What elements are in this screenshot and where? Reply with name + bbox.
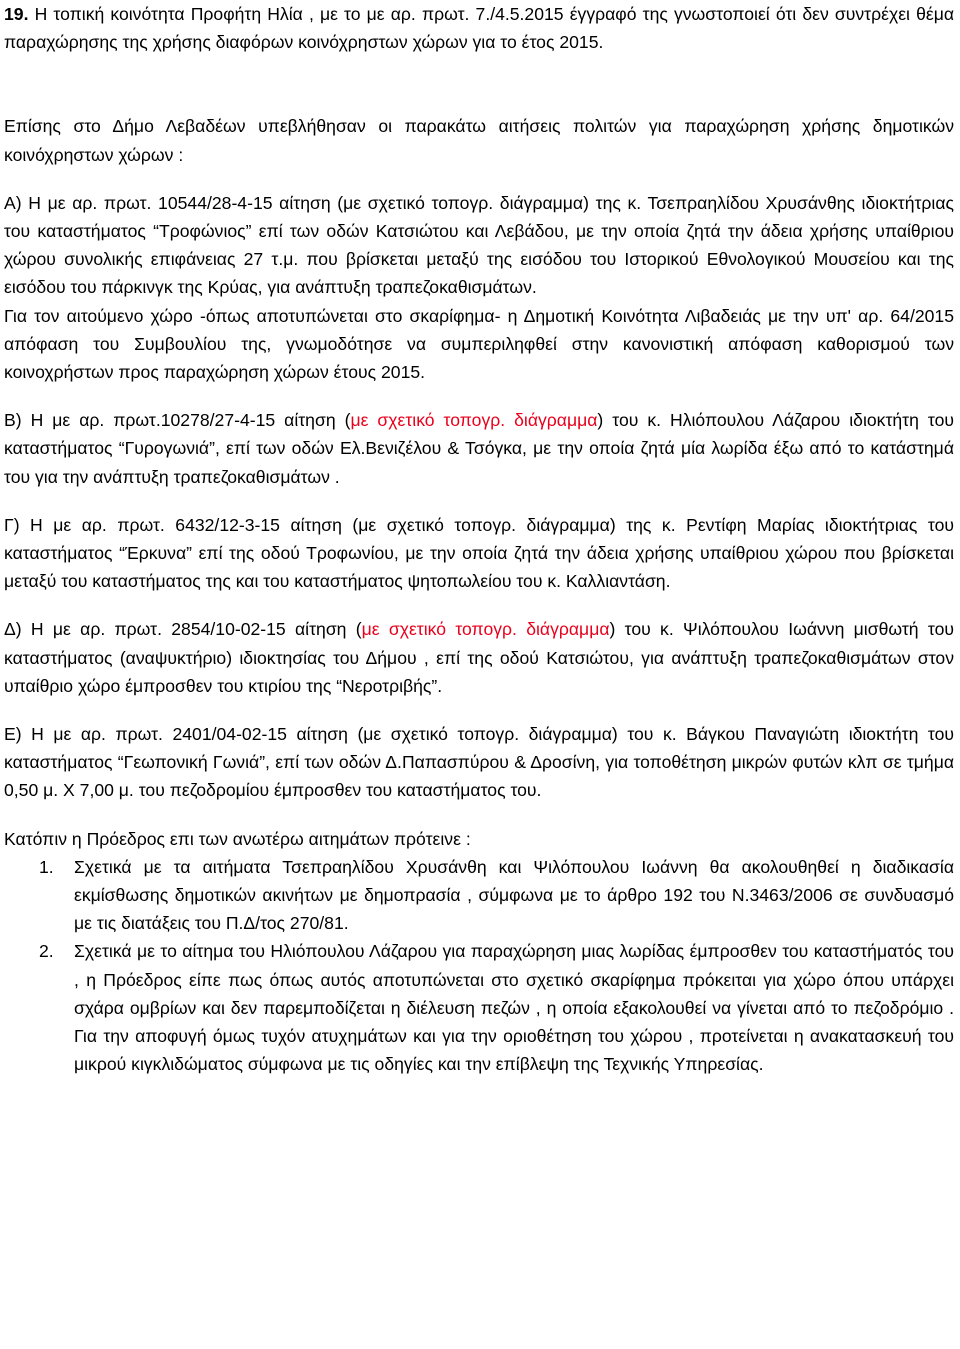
request-b: Β) Η με αρ. πρωτ.10278/27-4-15 αίτηση (με σχετικό τοπογρ. διάγραμμα) του κ. Ηλιόπουλου Λάζαρου ιδιοκτήτη του καταστήματος “Γυρογωνιά”, επί των οδών Ελ.Βενιζέλου & Τσόγκα, με την οποία ζητά μία λωρίδα έξω από το κατάστημά του για την ανάπτυξη τραπεζοκαθισμάτων .: [4, 410, 954, 487]
request-d: Δ) Η με αρ. πρωτ. 2854/10-02-15 αίτηση (με σχετικό τοπογρ. διάγραμμα) του κ. Ψιλόπουλου Ιωάννη μισθωτή του καταστήματος (αναψυκτήριο) ιδιοκτησίας του Δήμου , επί της οδού Κατσιώτου, για ανάπτυξη τραπεζοκαθισμάτων στον υπαίθριο χώρο έμπροσθεν του κτιρίου της “Νεροτριβής”.: [4, 619, 954, 696]
list-item: 2. Σχετικά με το αίτημα του Ηλιόπουλου Λάζαρου για παραχώρηση μιας λωρίδας έμπροσθεν του καταστήματός του , η Πρόεδρος είπε πως όπως αυτός αποτυπώνεται στο σχετικό σκαρίφημα πρόκειται για χώρο όπου υπάρχει σχάρα ομβρίων και δεν παρεμποδίζεται η διέλευση πεζών , η οποία εξακολουθεί να γίνεται από το πεζοδρόμιο . Για την αποφυγή όμως τυχόν ατυχημάτων και για την οριοθέτηση του χώρου , προτείνεται η ανακατασκευή του μικρού κιγκλιδώματος σύμφωνα με τις οδηγίες και την επίβλεψη της Τεχνικής Υπηρεσίας.: [39, 941, 954, 1075]
intro-paragraph: [4, 0, 954, 56]
also-paragraph: Επίσης στο Δήμο Λεβαδέων υπεβλήθησαν οι παρακάτω αιτήσεις πολιτών για παραχώρηση χρήσης δημοτικών κοινόχρηστων χώρων :: [4, 116, 954, 165]
request-e: Ε) Η με αρ. πρωτ. 2401/04-02-15 αίτηση (με σχετικό τοπογρ. διάγραμμα) του κ. Βάγκου Παναγιώτη ιδιοκτήτη του καταστήματος “Γεωπονική Γωνιά”, επί των οδών Δ.Παπασπύρου & Δροσίνη, για τοποθέτηση μικρών φυτών κλπ σε τμήμα 0,50 μ. Χ 7,00 μ. του πεζοδρομίου έμπροσθεν του καταστήματος του.: [4, 724, 954, 801]
item-number: 19.: [4, 4, 29, 24]
proposal-list: [4, 853, 954, 1079]
red-highlight: με σχετικό τοπογρ. διάγραμμα: [361, 619, 610, 640]
request-a: Α) Η με αρ. πρωτ. 10544/28-4-15 αίτηση (με σχετικό τοπογρ. διάγραμμα) της κ. Τσεπραηλίδου Χρυσάνθης ιδιοκτήτριας του καταστήματος “Τροφώνιος” επί των οδών Κατσιώτου και Λεβάδου, με την οποία ζητά την άδεια χρήσης υπαίθριου χώρου συνολικής επιφάνειας 27 τ.μ. που βρίσκεται μεταξύ της εισόδου του Ιστορικού Εθνολογικού Μουσείου και της εισόδου του πάρκινγκ της Κρύας, για ανάπτυξη τραπεζοκαθισμάτων.: [4, 192, 954, 298]
request-a-opinion: Για τον αιτούμενο χώρο -όπως αποτυπώνεται στο σκαρίφημα- η Δημοτική Κοινότητα Λιβαδειάς με την υπ' αρ. 64/2015 απόφαση του Συμβουλίου της, γνωμοδότησε να συμπεριληφθεί στην κανονιστική απόφαση καθορισμού των κοινοχρήστων προς παραχώρηση χώρων έτους 2015.: [4, 305, 954, 383]
red-highlight: με σχετικό τοπογρ. διάγραμμα: [350, 410, 598, 431]
list-item: 1. Σχετικά με τα αιτήματα Τσεπραηλίδου Χρυσάνθη και Ψιλόπουλου Ιωάννη θα ακολουθηθεί η διαδικασία εκμίσθωσης δημοτικών ακινήτων με δημοπρασία , σύμφωνα με το άρθρο 192 του Ν.3463/2006 σε συνδυασμό με τις διατάξεις του Π.Δ/τος 270/81.: [39, 856, 954, 934]
intro-text: Η τοπική κοινότητα Προφήτη Ηλία , με το με αρ. πρωτ. 7./4.5.2015 έγγραφό της γνωστοποιεί ότι δεν συντρέχει θέμα παραχώρησης της χρήσης διαφόρων κοινόχρηστων χώρων για το έτος 2015.: [4, 4, 954, 53]
proposal-intro: Κατόπιν η Πρόεδρος επι των ανωτέρω αιτημάτων πρότεινε :: [4, 828, 471, 849]
request-c: Γ) Η με αρ. πρωτ. 6432/12-3-15 αίτηση (με σχετικό τοπογρ. διάγραμμα) της κ. Ρεντίφη Μαρίας ιδιοκτήτριας του καταστήματος “Έρκυνα” επί της οδού Τροφωνίου, με την οποία ζητά την άδεια χρήσης υπαίθριου χώρου που βρίσκεται μεταξύ του καταστήματος της και του καταστήματος ψητοπωλείου του κ. Καλλιαντάση.: [4, 514, 954, 592]
